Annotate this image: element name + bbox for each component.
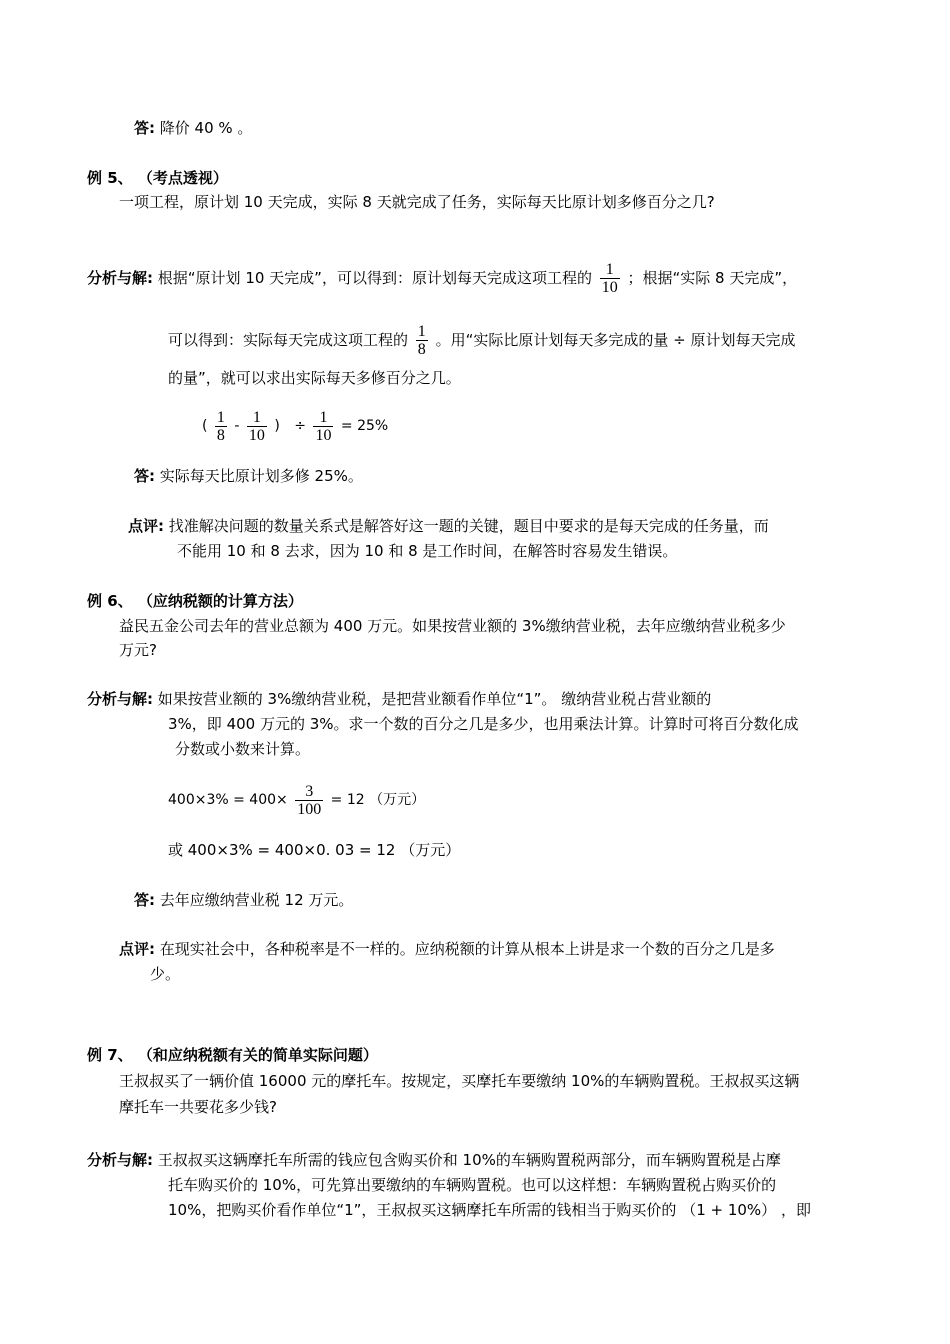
fraction-numerator: 1 — [417, 323, 426, 340]
answer-label: 答: — [134, 467, 155, 485]
analysis-text: 。用“实际比原计划每天多完成的量 ÷ 原计划每天完成 — [435, 331, 796, 349]
comment-text: 在现实社会中，各种税率是不一样的。应纳税额的计算从根本上讲是求一个数的百分之几是多 — [159, 940, 775, 958]
analysis-text: 根据“原计划 10 天完成”，可以得到：原计划每天完成这项工程的 — [157, 269, 592, 287]
analysis-label: 分析与解: — [87, 269, 153, 287]
fraction-1-10 — [247, 409, 267, 444]
minus-sign: - — [234, 418, 240, 434]
comment-label: 点评: — [128, 517, 164, 535]
example-7-header: 例 7、 （和应纳税额有关的简单实际问题） — [87, 1046, 378, 1064]
fraction-numerator: 1 — [605, 261, 614, 278]
example-7-analysis-line-1 — [87, 1150, 781, 1170]
fraction-1-10 — [313, 409, 333, 444]
answer-text: 去年应缴纳营业税 12 万元。 — [159, 891, 354, 909]
formula-result: = 25% — [340, 418, 389, 434]
example-5-comment-line-2: 不能用 10 和 8 去求，因为 10 和 8 是工作时间，在解答时容易发生错误。 — [177, 542, 678, 560]
fraction-1-8 — [416, 323, 428, 358]
example-5-header: 例 5、 （考点透视） — [87, 169, 228, 187]
analysis-text: 如果按营业额的 3%缴纳营业税，是把营业额看作单位“1”。 缴纳营业税占营业额的 — [157, 690, 712, 708]
paren-close: ) — [274, 418, 280, 434]
fraction-numerator: 1 — [216, 408, 225, 426]
example-6-problem-line-1: 益民五金公司去年的营业总额为 400 万元。如果按营业额的 3%缴纳营业税，去年应缴纳营业税多少 — [119, 617, 786, 635]
fraction-denominator: 8 — [216, 426, 225, 444]
example-6-analysis-line-1 — [87, 689, 711, 709]
paren-open: ( — [202, 418, 208, 434]
fraction-denominator: 10 — [601, 279, 618, 296]
prev-answer — [134, 118, 252, 138]
fraction-denominator: 100 — [297, 800, 322, 818]
example-7-analysis-line-3: 10%，把购买价看作单位“1”，王叔叔买这辆摩托车所需的钱相当于购买价的 （1 + 10%） ，即 — [168, 1201, 811, 1219]
comment-label: 点评: — [119, 940, 155, 958]
example-5-analysis-line-3: 的量”，就可以求出实际每天多修百分之几。 — [168, 369, 461, 387]
example-6-answer — [134, 890, 353, 910]
fraction-denominator: 10 — [315, 426, 332, 444]
example-6-analysis-line-3: 分数或小数来计算。 — [175, 740, 311, 758]
analysis-text: 王叔叔买这辆摩托车所需的钱应包含购买价和 10%的车辆购置税两部分，而车辆购置税是占摩 — [157, 1151, 781, 1169]
example-6-header: 例 6、 （应纳税额的计算方法） — [87, 592, 303, 610]
fraction-denominator: 8 — [417, 341, 426, 358]
divide-sign: ÷ — [294, 418, 306, 434]
example-5-comment-line-1 — [128, 516, 769, 536]
example-7-problem-line-1: 王叔叔买了一辆价值 16000 元的摩托车。按规定，买摩托车要缴纳 10%的车辆购置税。王叔叔买这辆 — [119, 1072, 800, 1090]
fraction-numerator: 3 — [305, 782, 314, 800]
answer-label: 答: — [134, 119, 155, 137]
analysis-label: 分析与解: — [87, 690, 153, 708]
fraction-3-100 — [295, 783, 323, 818]
example-6-formula-1 — [168, 776, 425, 824]
example-7-problem-line-2: 摩托车一共要花多少钱? — [119, 1098, 277, 1116]
answer-label: 答: — [134, 891, 155, 909]
example-6-analysis-line-2: 3%，即 400 万元的 3%。求一个数的百分之几是多少，也用乘法计算。计算时可将百分数化成 — [168, 715, 799, 733]
analysis-text: 可以得到：实际每天完成这项工程的 — [168, 331, 409, 349]
example-5-formula — [202, 404, 388, 448]
example-6-problem-line-2: 万元? — [119, 641, 157, 659]
fraction-1-8 — [215, 409, 227, 444]
example-5-problem: 一项工程，原计划 10 天完成，实际 8 天就完成了任务，实际每天比原计划多修百分之几? — [119, 193, 715, 211]
fraction-numerator: 1 — [252, 408, 261, 426]
answer-text: 实际每天比原计划多修 25%。 — [159, 467, 363, 485]
fraction-denominator: 10 — [248, 426, 265, 444]
example-5-analysis-line-2 — [168, 318, 795, 362]
example-6-comment-line-1 — [119, 939, 775, 959]
comment-text: 找准解决问题的数量关系式是解答好这一题的关键，题目中要求的是每天完成的任务量，而 — [168, 517, 769, 535]
formula-text: = 12 （万元） — [330, 792, 426, 808]
analysis-label: 分析与解: — [87, 1151, 153, 1169]
formula-text: 400×3% = 400× — [168, 792, 288, 808]
fraction-numerator: 1 — [319, 408, 328, 426]
example-6-comment-line-2: 少。 — [150, 965, 181, 983]
example-6-formula-2: 或 400×3% = 400×0. 03 = 12 （万元） — [168, 841, 461, 859]
analysis-text: ；根据“实际 8 天完成”， — [627, 269, 798, 287]
example-5-answer — [134, 466, 363, 486]
fraction-1-10 — [600, 261, 620, 296]
answer-text: 降价 40 % 。 — [159, 119, 253, 137]
example-5-analysis-line-1 — [87, 256, 797, 300]
example-7-analysis-line-2: 托车购买价的 10%，可先算出要缴纳的车辆购置税。也可以这样想：车辆购置税占购买价的 — [168, 1176, 777, 1194]
